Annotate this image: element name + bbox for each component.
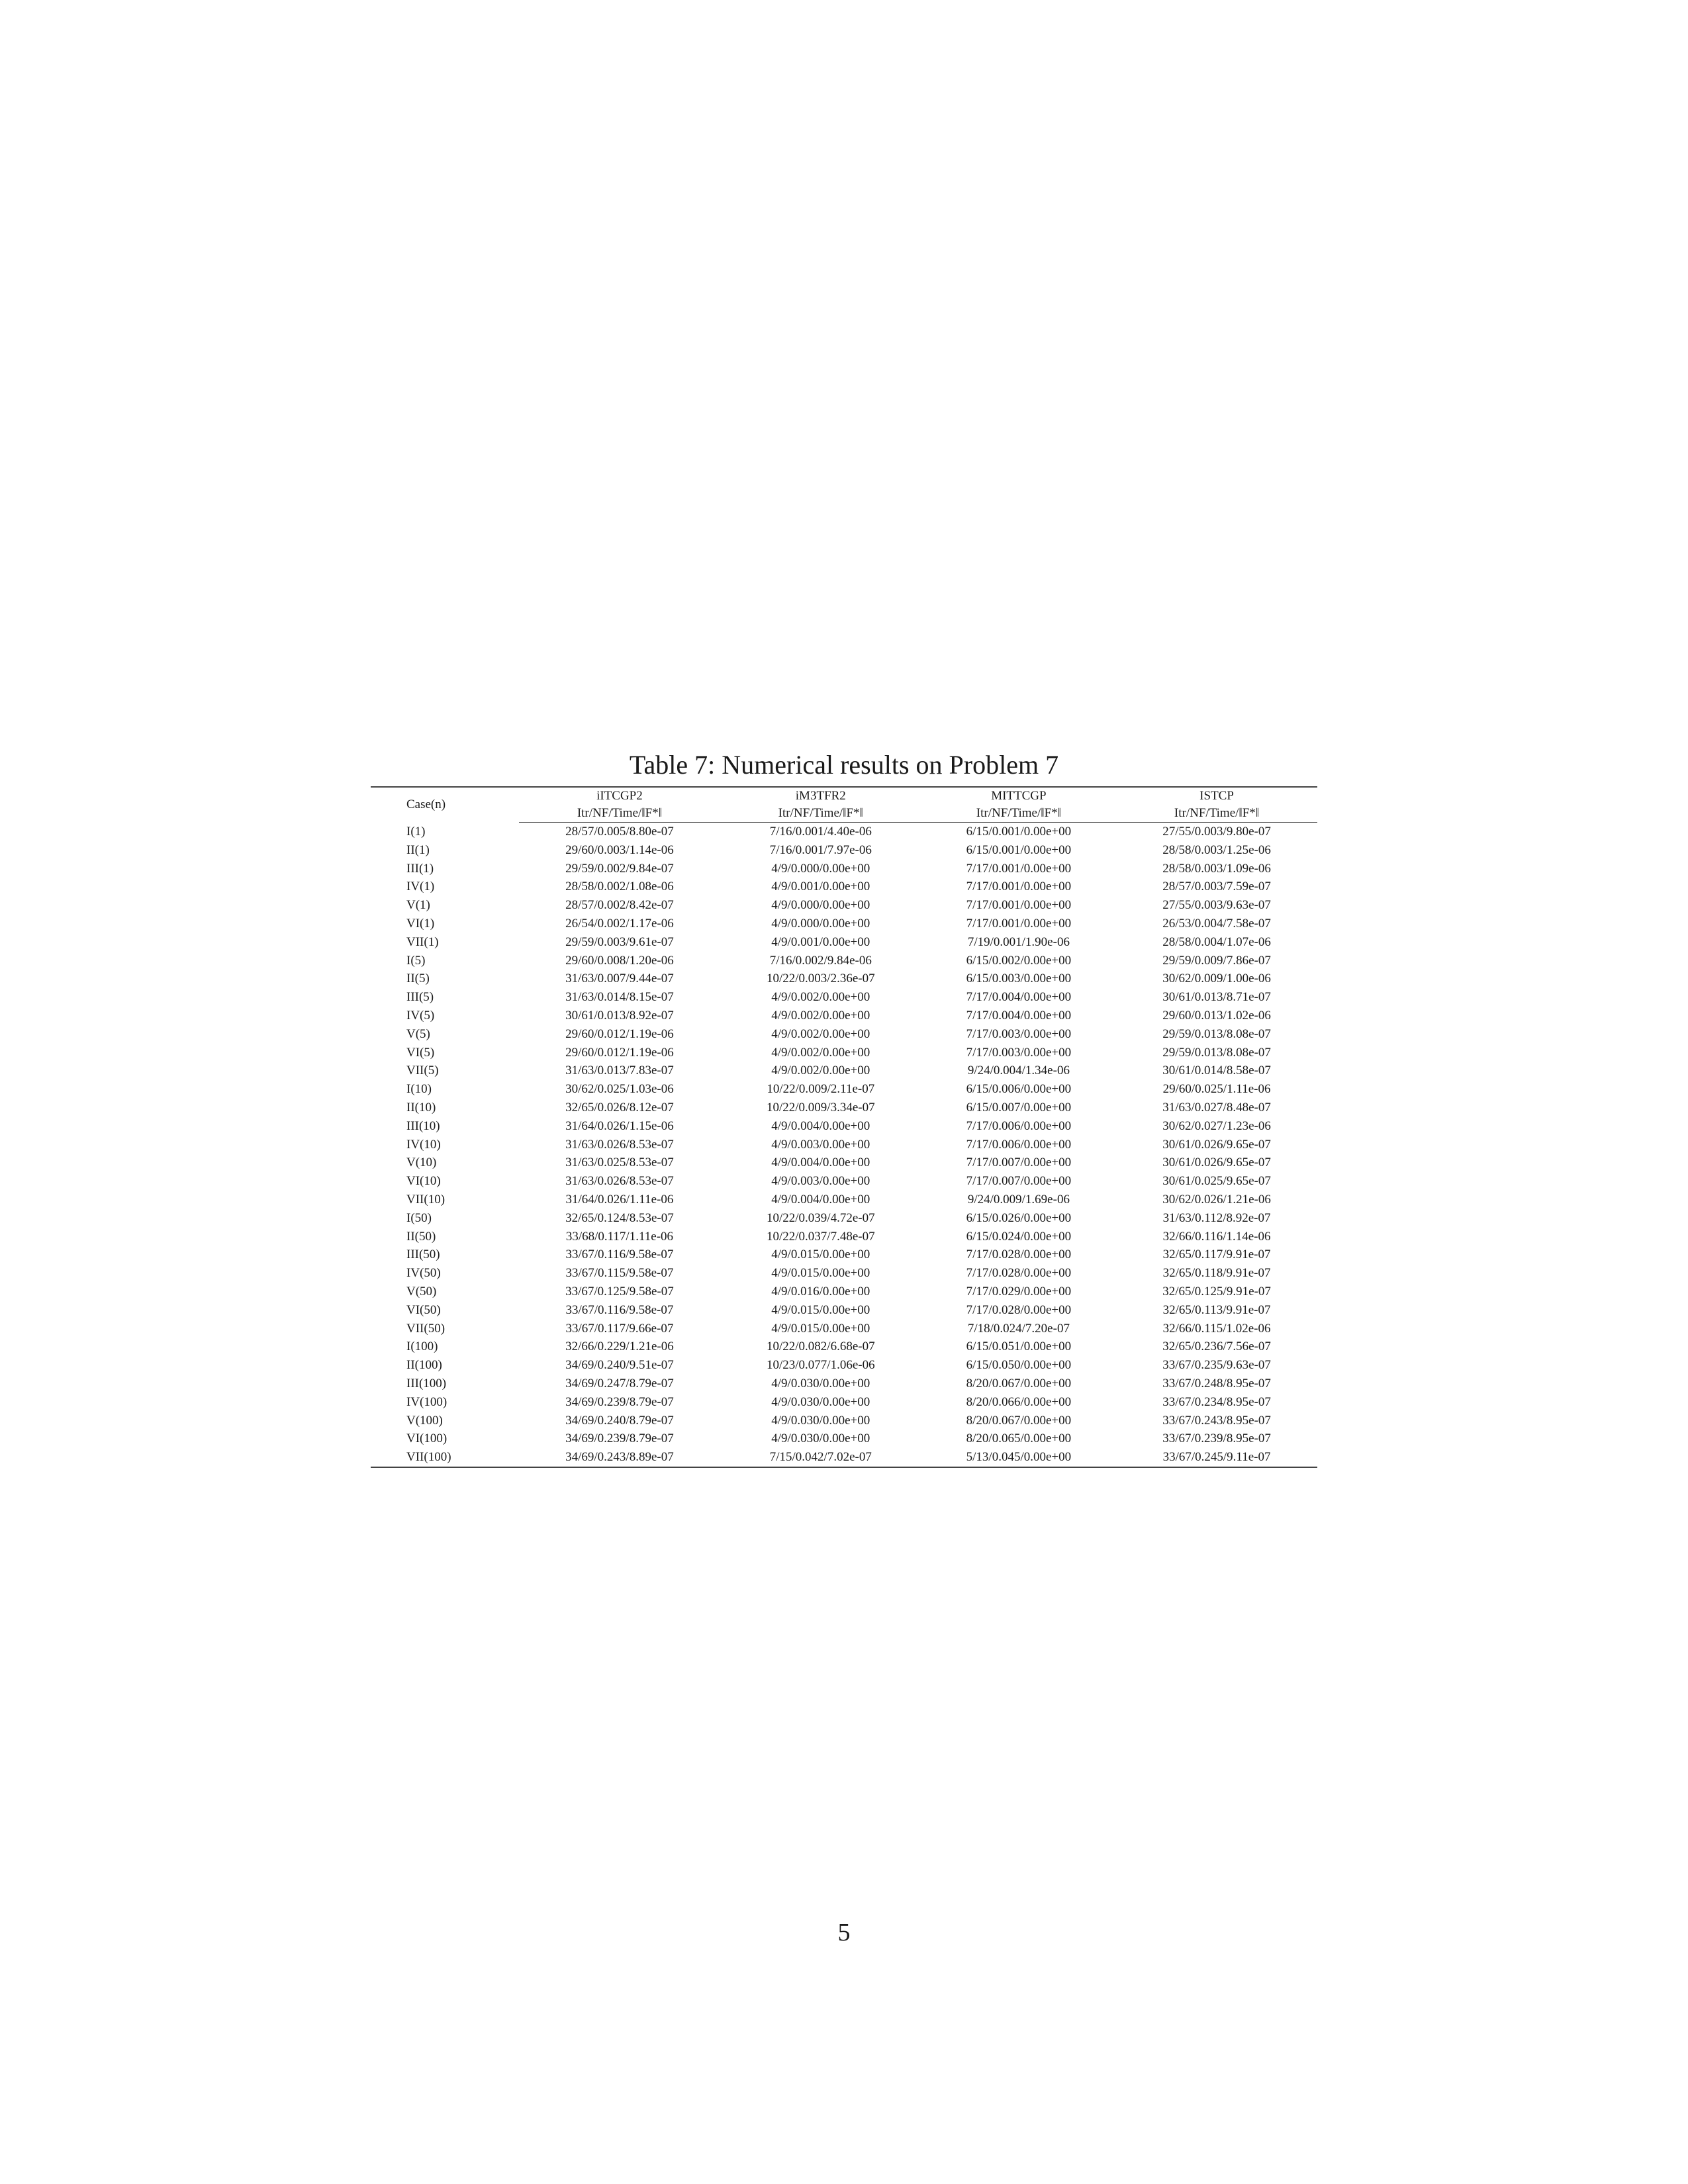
- method-header-4: ISTCP: [1116, 787, 1317, 805]
- table-row: [371, 1154, 1317, 1172]
- result-cell: 7/17/0.007/0.00e+00: [966, 1174, 1072, 1189]
- result-cell: 27/55/0.003/9.80e-07: [1162, 825, 1271, 839]
- case-cell: II(5): [406, 972, 430, 986]
- result-cell: 6/15/0.003/0.00e+00: [966, 972, 1072, 986]
- result-cell: 31/64/0.026/1.11e-06: [565, 1192, 674, 1206]
- result-cell: 7/17/0.004/0.00e+00: [966, 990, 1072, 1005]
- result-cell: 4/9/0.000/0.00e+00: [771, 898, 870, 913]
- page-number: 5: [837, 1919, 851, 1946]
- metric-header-4: Itr/NF/Time/‖F*‖: [1116, 805, 1317, 823]
- table-row: [371, 1301, 1317, 1320]
- result-cell: 7/18/0.024/7.20e-07: [967, 1321, 1070, 1336]
- result-cell: 10/22/0.009/3.34e-07: [766, 1100, 875, 1115]
- table-row: [371, 1412, 1317, 1430]
- result-cell: 34/69/0.239/8.79e-07: [565, 1432, 674, 1446]
- table-row: [371, 1264, 1317, 1283]
- table-row: [371, 1448, 1317, 1467]
- result-cell: 31/63/0.027/8.48e-07: [1162, 1100, 1271, 1115]
- case-cell: V(5): [406, 1026, 430, 1041]
- result-cell: 6/15/0.026/0.00e+00: [966, 1210, 1072, 1225]
- case-cell: VI(1): [406, 916, 435, 931]
- result-cell: 7/16/0.001/4.40e-06: [769, 825, 872, 839]
- result-cell: 8/20/0.066/0.00e+00: [966, 1394, 1072, 1409]
- result-cell: 34/69/0.247/8.79e-07: [565, 1376, 674, 1390]
- result-cell: 6/15/0.001/0.00e+00: [966, 842, 1072, 857]
- case-cell: II(1): [406, 842, 430, 857]
- metric-header-1: Itr/NF/Time/‖F*‖: [519, 805, 720, 823]
- table-row: [371, 841, 1317, 860]
- result-cell: 7/16/0.002/9.84e-06: [769, 953, 872, 968]
- result-cell: 10/22/0.003/2.36e-07: [766, 972, 875, 986]
- result-cell: 9/24/0.009/1.69e-06: [967, 1192, 1070, 1206]
- result-cell: 7/17/0.028/0.00e+00: [966, 1248, 1072, 1262]
- table-row: [371, 1393, 1317, 1412]
- result-cell: 31/64/0.026/1.15e-06: [565, 1118, 674, 1133]
- result-cell: 7/17/0.001/0.00e+00: [966, 898, 1072, 913]
- result-cell: 32/65/0.117/9.91e-07: [1162, 1248, 1271, 1262]
- result-cell: 27/55/0.003/9.63e-07: [1162, 898, 1271, 913]
- table-caption: Table 7: Numerical results on Problem 7: [629, 750, 1059, 780]
- result-cell: 32/65/0.124/8.53e-07: [565, 1210, 674, 1225]
- case-cell: III(50): [406, 1248, 440, 1262]
- result-cell: 32/65/0.118/9.91e-07: [1162, 1266, 1271, 1281]
- result-cell: 5/13/0.045/0.00e+00: [921, 1448, 1116, 1467]
- result-cell: 7/17/0.003/0.00e+00: [966, 1045, 1072, 1060]
- result-cell: 9/24/0.004/1.34e-06: [967, 1064, 1070, 1078]
- result-cell: 30/61/0.013/8.92e-07: [565, 1008, 674, 1023]
- table-row: [371, 952, 1317, 970]
- case-cell: II(50): [406, 1229, 436, 1244]
- case-cell: III(100): [406, 1376, 447, 1390]
- case-cell: V(100): [406, 1413, 443, 1428]
- result-cell: 30/61/0.026/9.65e-07: [1162, 1137, 1271, 1152]
- case-cell: I(50): [406, 1210, 432, 1225]
- case-cell: I(10): [406, 1082, 432, 1097]
- result-cell: 4/9/0.030/0.00e+00: [771, 1376, 870, 1390]
- result-cell: 31/63/0.112/8.92e-07: [1162, 1210, 1271, 1225]
- result-cell: 4/9/0.004/0.00e+00: [771, 1118, 870, 1133]
- result-cell: 33/67/0.248/8.95e-07: [1162, 1376, 1271, 1390]
- table-row: [371, 1025, 1317, 1044]
- result-cell: 6/15/0.007/0.00e+00: [966, 1100, 1072, 1115]
- table-row: [371, 1080, 1317, 1099]
- result-cell: 26/53/0.004/7.58e-07: [1162, 916, 1271, 931]
- result-cell: 32/65/0.125/9.91e-07: [1162, 1284, 1271, 1298]
- table-row: [371, 970, 1317, 988]
- case-cell: III(5): [406, 990, 434, 1005]
- results-table: [371, 786, 1317, 1468]
- method-header-3: MITTCGP: [921, 787, 1116, 805]
- result-cell: 29/60/0.012/1.19e-06: [565, 1045, 674, 1060]
- result-cell: 29/59/0.013/8.08e-07: [1162, 1045, 1271, 1060]
- result-cell: 29/59/0.002/9.84e-07: [565, 861, 674, 876]
- result-cell: 34/69/0.239/8.79e-07: [565, 1394, 674, 1409]
- table-row: [371, 933, 1317, 952]
- result-cell: 32/66/0.115/1.02e-06: [1162, 1321, 1271, 1336]
- case-cell: VI(10): [406, 1174, 441, 1189]
- case-column-header: Case(n): [371, 787, 519, 823]
- case-cell: IV(1): [406, 880, 435, 894]
- result-cell: 30/61/0.014/8.58e-07: [1162, 1064, 1271, 1078]
- result-cell: 7/17/0.006/0.00e+00: [966, 1118, 1072, 1133]
- result-cell: 28/58/0.003/1.09e-06: [1162, 861, 1271, 876]
- result-cell: 4/9/0.001/0.00e+00: [771, 934, 870, 949]
- result-cell: 4/9/0.003/0.00e+00: [771, 1174, 870, 1189]
- result-cell: 30/62/0.027/1.23e-06: [1162, 1118, 1271, 1133]
- result-cell: 32/66/0.229/1.21e-06: [565, 1340, 674, 1354]
- result-cell: 10/23/0.077/1.06e-06: [766, 1358, 875, 1373]
- result-cell: 10/22/0.009/2.11e-07: [767, 1082, 875, 1097]
- result-cell: 7/17/0.028/0.00e+00: [966, 1302, 1072, 1317]
- result-cell: 29/60/0.008/1.20e-06: [565, 953, 674, 968]
- table-row: [371, 860, 1317, 878]
- result-cell: 31/63/0.007/9.44e-07: [565, 972, 674, 986]
- result-cell: 30/61/0.025/9.65e-07: [1162, 1174, 1271, 1189]
- result-cell: 4/9/0.016/0.00e+00: [771, 1284, 870, 1298]
- result-cell: 26/54/0.002/1.17e-06: [565, 916, 674, 931]
- result-cell: 7/19/0.001/1.90e-06: [967, 934, 1070, 949]
- result-cell: 33/67/0.245/9.11e-07: [1116, 1448, 1317, 1467]
- table-row: [371, 1099, 1317, 1117]
- case-cell: IV(100): [406, 1394, 447, 1409]
- result-cell: 33/67/0.115/9.58e-07: [565, 1266, 674, 1281]
- result-cell: 4/9/0.015/0.00e+00: [771, 1302, 870, 1317]
- result-cell: 4/9/0.000/0.00e+00: [771, 861, 870, 876]
- result-cell: 4/9/0.015/0.00e+00: [771, 1248, 870, 1262]
- result-cell: 8/20/0.065/0.00e+00: [966, 1432, 1072, 1446]
- result-cell: 4/9/0.002/0.00e+00: [771, 1064, 870, 1078]
- case-cell: II(100): [406, 1358, 442, 1373]
- result-cell: 31/63/0.026/8.53e-07: [565, 1137, 674, 1152]
- result-cell: 7/17/0.001/0.00e+00: [966, 880, 1072, 894]
- case-cell: VII(1): [406, 934, 439, 949]
- case-cell: I(100): [406, 1340, 438, 1354]
- result-cell: 33/67/0.239/8.95e-07: [1162, 1432, 1271, 1446]
- result-cell: 33/67/0.234/8.95e-07: [1162, 1394, 1271, 1409]
- table-row: [371, 1136, 1317, 1154]
- result-cell: 4/9/0.004/0.00e+00: [771, 1192, 870, 1206]
- result-cell: 4/9/0.004/0.00e+00: [771, 1156, 870, 1170]
- result-cell: 28/57/0.002/8.42e-07: [565, 898, 674, 913]
- results-table-container: [371, 786, 1317, 1468]
- result-cell: 30/61/0.013/8.71e-07: [1162, 990, 1271, 1005]
- result-cell: 7/17/0.001/0.00e+00: [966, 916, 1072, 931]
- result-cell: 8/20/0.067/0.00e+00: [966, 1413, 1072, 1428]
- result-cell: 32/66/0.116/1.14e-06: [1162, 1229, 1271, 1244]
- table-row: [371, 1320, 1317, 1338]
- metric-header-2: Itr/NF/Time/‖F*‖: [720, 805, 921, 823]
- result-cell: 4/9/0.000/0.00e+00: [771, 916, 870, 931]
- method-header-2: iM3TFR2: [720, 787, 921, 805]
- table-row: [371, 1228, 1317, 1246]
- result-cell: 6/15/0.024/0.00e+00: [966, 1229, 1072, 1244]
- case-cell: I(1): [406, 824, 426, 839]
- result-cell: 33/67/0.117/9.66e-07: [565, 1321, 674, 1336]
- result-cell: 33/67/0.243/8.95e-07: [1162, 1413, 1271, 1428]
- result-cell: 31/63/0.025/8.53e-07: [565, 1156, 674, 1170]
- case-cell: V(50): [406, 1284, 437, 1298]
- result-cell: 28/57/0.005/8.80e-07: [565, 825, 674, 839]
- result-cell: 34/69/0.240/8.79e-07: [565, 1413, 674, 1428]
- method-header-1: iITCGP2: [519, 787, 720, 805]
- result-cell: 4/9/0.002/0.00e+00: [771, 1026, 870, 1041]
- result-cell: 6/15/0.051/0.00e+00: [966, 1340, 1072, 1354]
- result-cell: 29/60/0.013/1.02e-06: [1162, 1008, 1271, 1023]
- result-cell: 4/9/0.030/0.00e+00: [771, 1394, 870, 1409]
- result-cell: 30/62/0.026/1.21e-06: [1162, 1192, 1271, 1206]
- table-row: [371, 823, 1317, 841]
- result-cell: 7/17/0.029/0.00e+00: [966, 1284, 1072, 1298]
- result-cell: 7/17/0.001/0.00e+00: [966, 861, 1072, 876]
- result-cell: 4/9/0.002/0.00e+00: [771, 1008, 870, 1023]
- result-cell: 4/9/0.015/0.00e+00: [771, 1321, 870, 1336]
- result-cell: 7/16/0.001/7.97e-06: [769, 842, 872, 857]
- result-cell: 8/20/0.067/0.00e+00: [966, 1376, 1072, 1390]
- result-cell: 6/15/0.002/0.00e+00: [966, 953, 1072, 968]
- case-cell: I(5): [406, 953, 426, 968]
- case-cell: III(1): [406, 861, 434, 876]
- metric-header-3: Itr/NF/Time/‖F*‖: [921, 805, 1116, 823]
- table-row: [371, 1430, 1317, 1448]
- result-cell: 34/69/0.240/9.51e-07: [565, 1358, 674, 1373]
- result-cell: 10/22/0.039/4.72e-07: [766, 1210, 875, 1225]
- case-cell: III(10): [406, 1118, 440, 1133]
- case-cell: IV(5): [406, 1008, 435, 1023]
- table-row: [371, 1191, 1317, 1209]
- table-row: [371, 1044, 1317, 1062]
- case-cell: V(1): [406, 898, 430, 913]
- table-row: [371, 1062, 1317, 1080]
- result-cell: 4/9/0.002/0.00e+00: [771, 1045, 870, 1060]
- table-row: [371, 1117, 1317, 1136]
- results-table-body: [371, 823, 1317, 1467]
- result-cell: 4/9/0.001/0.00e+00: [771, 880, 870, 894]
- result-cell: 29/60/0.003/1.14e-06: [565, 842, 674, 857]
- table-row: [371, 1338, 1317, 1356]
- table-row: [371, 988, 1317, 1007]
- table-row: [371, 878, 1317, 896]
- result-cell: 10/22/0.082/6.68e-07: [766, 1340, 875, 1354]
- case-cell: II(10): [406, 1100, 436, 1115]
- result-cell: 28/58/0.004/1.07e-06: [1162, 934, 1271, 949]
- result-cell: 4/9/0.003/0.00e+00: [771, 1137, 870, 1152]
- table-row: [371, 896, 1317, 915]
- result-cell: 29/60/0.012/1.19e-06: [565, 1026, 674, 1041]
- result-cell: 34/69/0.243/8.89e-07: [519, 1448, 720, 1467]
- result-cell: 32/65/0.026/8.12e-07: [565, 1100, 674, 1115]
- case-cell: IV(10): [406, 1137, 441, 1152]
- result-cell: 32/65/0.113/9.91e-07: [1162, 1302, 1271, 1317]
- table-row: [371, 915, 1317, 933]
- result-cell: 4/9/0.030/0.00e+00: [771, 1432, 870, 1446]
- result-cell: 31/63/0.014/8.15e-07: [565, 990, 674, 1005]
- result-cell: 28/58/0.002/1.08e-06: [565, 880, 674, 894]
- result-cell: 29/60/0.025/1.11e-06: [1162, 1082, 1271, 1097]
- case-cell: VI(100): [406, 1432, 447, 1446]
- result-cell: 6/15/0.050/0.00e+00: [966, 1358, 1072, 1373]
- result-cell: 33/67/0.116/9.58e-07: [565, 1302, 674, 1317]
- result-cell: 7/17/0.007/0.00e+00: [966, 1156, 1072, 1170]
- case-cell: V(10): [406, 1156, 437, 1170]
- case-cell: IV(50): [406, 1266, 441, 1281]
- result-cell: 29/59/0.013/8.08e-07: [1162, 1026, 1271, 1041]
- result-cell: 30/62/0.025/1.03e-06: [565, 1082, 674, 1097]
- result-cell: 7/17/0.004/0.00e+00: [966, 1008, 1072, 1023]
- table-row: [371, 1172, 1317, 1191]
- result-cell: 29/59/0.003/9.61e-07: [565, 934, 674, 949]
- result-cell: 30/61/0.026/9.65e-07: [1162, 1156, 1271, 1170]
- result-cell: 29/59/0.009/7.86e-07: [1162, 953, 1271, 968]
- result-cell: 7/17/0.003/0.00e+00: [966, 1026, 1072, 1041]
- case-cell: VII(100): [371, 1448, 519, 1467]
- case-cell: VII(50): [406, 1321, 445, 1336]
- header-row-methods: [371, 787, 1317, 805]
- table-row: [371, 1375, 1317, 1393]
- table-row: [371, 1246, 1317, 1264]
- result-cell: 7/17/0.028/0.00e+00: [966, 1266, 1072, 1281]
- result-cell: 28/57/0.003/7.59e-07: [1162, 880, 1271, 894]
- case-cell: VII(5): [406, 1064, 439, 1078]
- table-row: [371, 1356, 1317, 1375]
- result-cell: 4/9/0.015/0.00e+00: [771, 1266, 870, 1281]
- result-cell: 7/15/0.042/7.02e-07: [720, 1448, 921, 1467]
- result-cell: 31/63/0.013/7.83e-07: [565, 1064, 674, 1078]
- case-cell: VI(50): [406, 1302, 441, 1317]
- result-cell: 30/62/0.009/1.00e-06: [1162, 972, 1271, 986]
- table-row: [371, 1209, 1317, 1228]
- result-cell: 31/63/0.026/8.53e-07: [565, 1174, 674, 1189]
- result-cell: 4/9/0.002/0.00e+00: [771, 990, 870, 1005]
- case-cell: VI(5): [406, 1045, 435, 1060]
- result-cell: 32/65/0.236/7.56e-07: [1162, 1340, 1271, 1354]
- result-cell: 6/15/0.001/0.00e+00: [966, 825, 1072, 839]
- result-cell: 33/67/0.116/9.58e-07: [565, 1248, 674, 1262]
- result-cell: 33/68/0.117/1.11e-06: [565, 1229, 674, 1244]
- result-cell: 28/58/0.003/1.25e-06: [1162, 842, 1271, 857]
- table-row: [371, 1007, 1317, 1025]
- result-cell: 4/9/0.030/0.00e+00: [771, 1413, 870, 1428]
- case-cell: VII(10): [406, 1192, 445, 1206]
- result-cell: 6/15/0.006/0.00e+00: [966, 1082, 1072, 1097]
- result-cell: 7/17/0.006/0.00e+00: [966, 1137, 1072, 1152]
- result-cell: 33/67/0.125/9.58e-07: [565, 1284, 674, 1298]
- result-cell: 33/67/0.235/9.63e-07: [1162, 1358, 1271, 1373]
- table-row: [371, 1283, 1317, 1301]
- result-cell: 10/22/0.037/7.48e-07: [766, 1229, 875, 1244]
